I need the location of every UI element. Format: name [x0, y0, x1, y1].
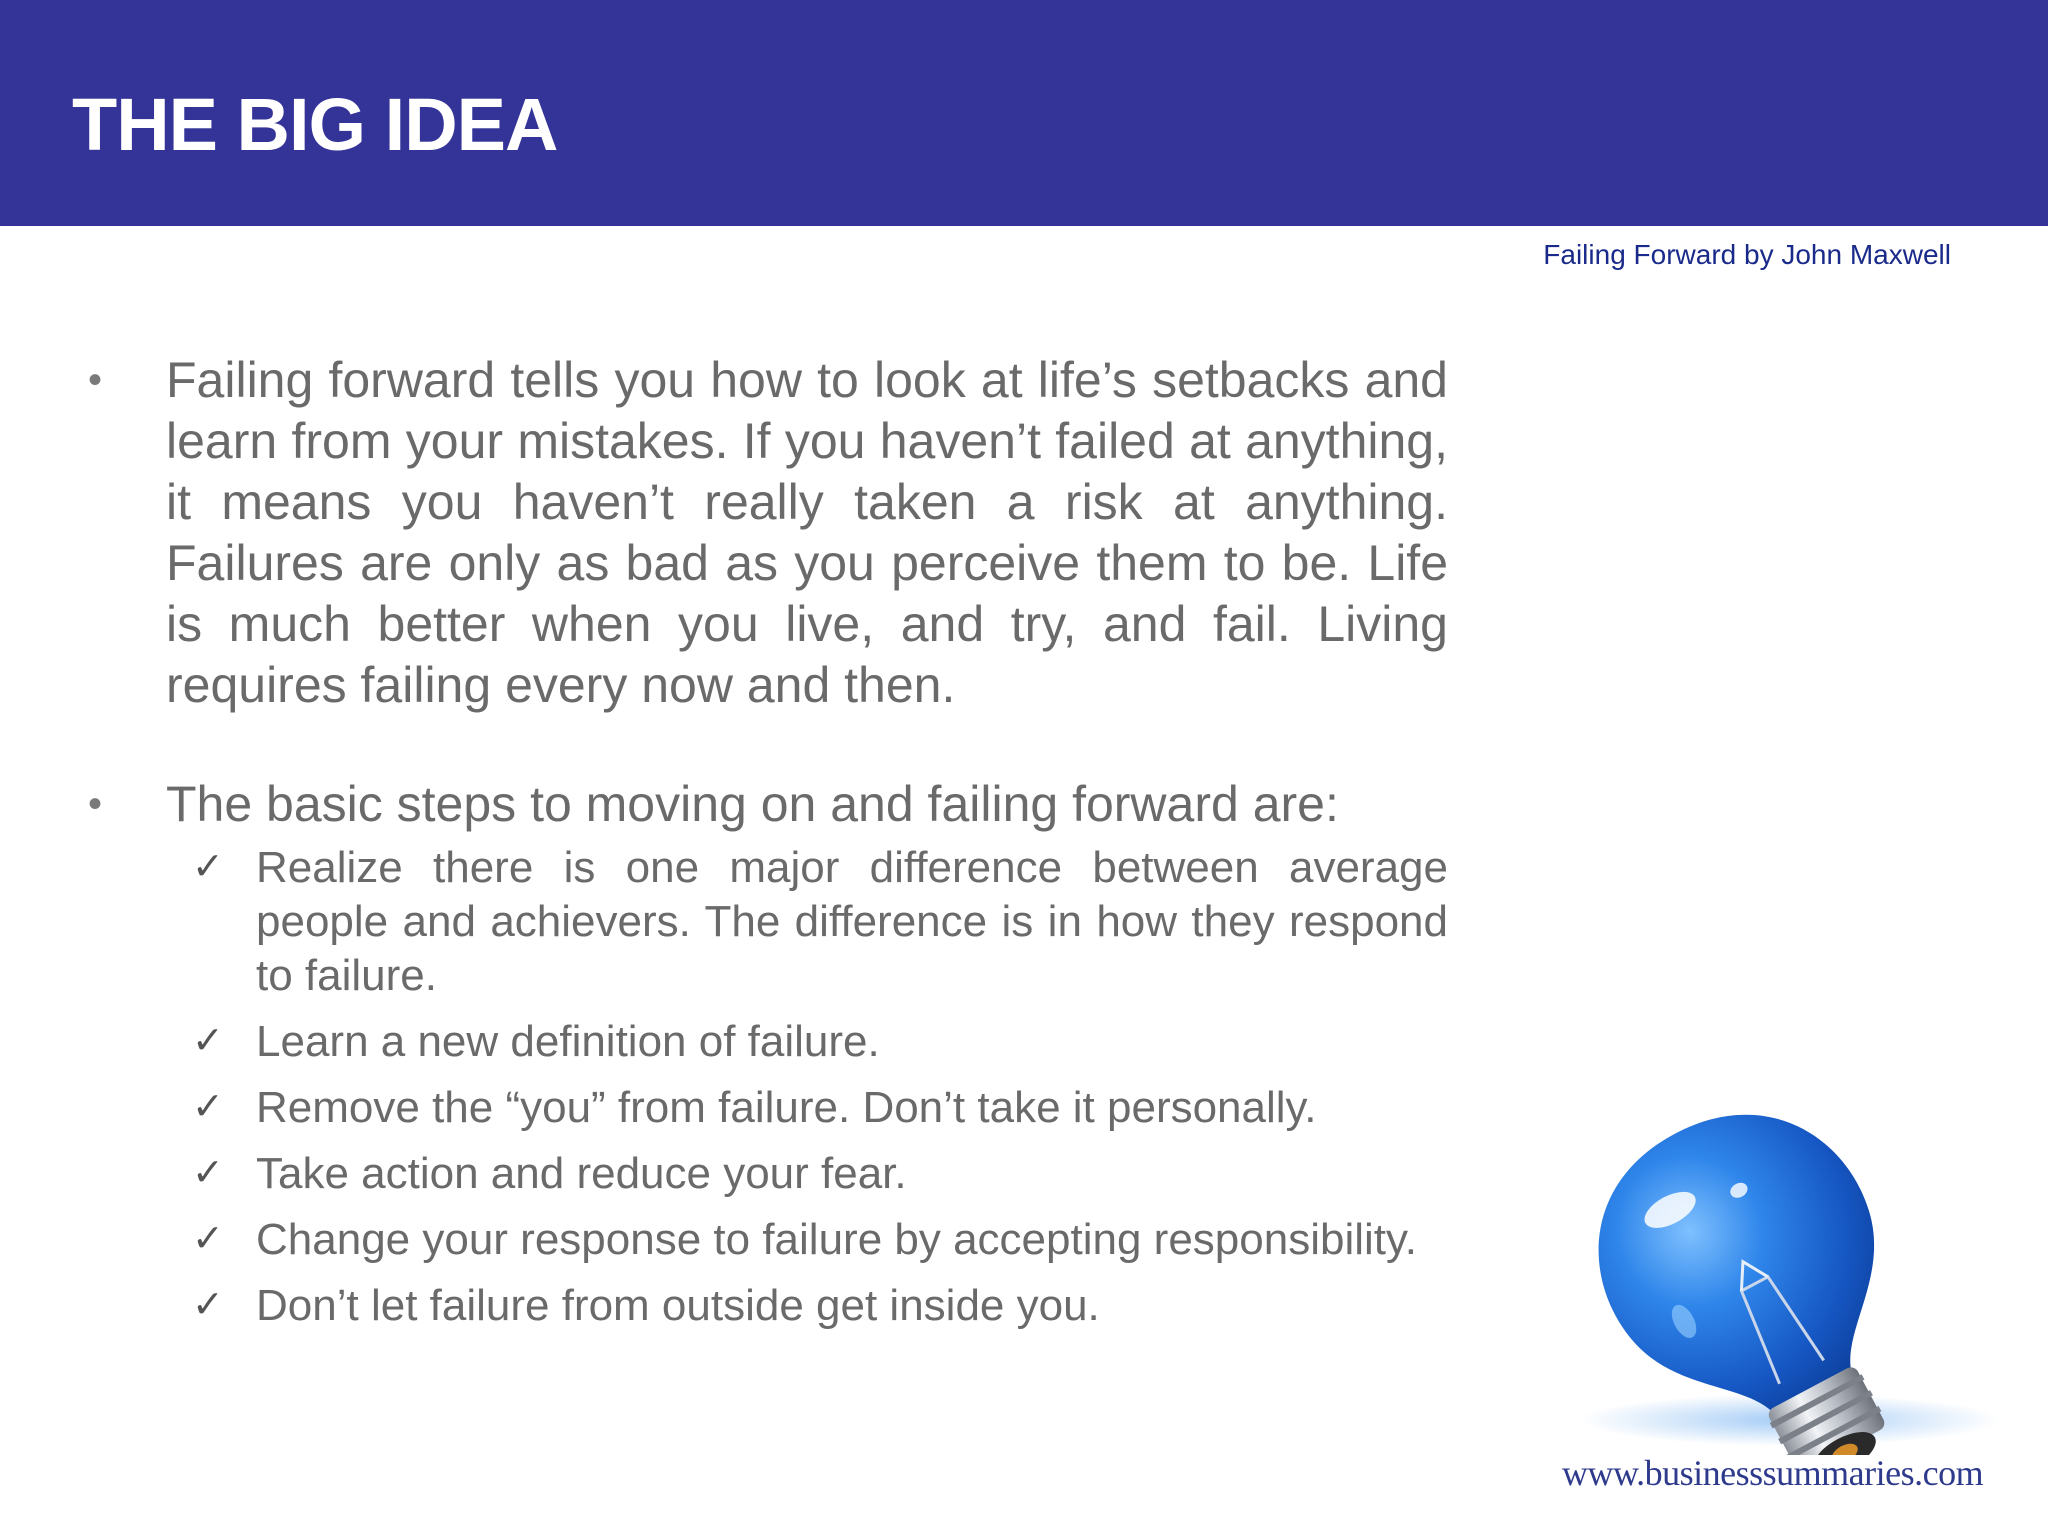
- bullet-text: The basic steps to moving on and failing forward are:: [166, 776, 1339, 832]
- checkmark-icon: ✓: [192, 1084, 224, 1128]
- step-item: [192, 1147, 1448, 1201]
- step-text: Take action and reduce your fear.: [256, 1149, 907, 1198]
- light-bulb-graphic: [1540, 1085, 2010, 1455]
- step-item: [192, 1213, 1448, 1267]
- checkmark-icon: ✓: [192, 1018, 224, 1062]
- step-text: Realize there is one major difference between average people and achievers. The difference is in how they respond to failure.: [256, 843, 1448, 1000]
- checkmark-icon: ✓: [192, 1282, 224, 1326]
- book-credit: Failing Forward by John Maxwell: [1543, 239, 1951, 270]
- checkmark-icon: ✓: [192, 1150, 224, 1194]
- bullet-item: [84, 350, 1448, 716]
- step-text: Don’t let failure from outside get inside you.: [256, 1281, 1100, 1330]
- header-bar: [0, 0, 2048, 226]
- checkmark-icon: ✓: [192, 1216, 224, 1260]
- page-title: THE BIG IDEA: [72, 83, 558, 166]
- bullet-dot-icon: •: [88, 358, 103, 402]
- light-bulb-icon: [1540, 1085, 2010, 1455]
- bullet-dot-icon: •: [88, 782, 103, 826]
- checkmark-icon: ✓: [192, 844, 224, 888]
- main-content: [84, 350, 1448, 1345]
- step-item: [192, 1015, 1448, 1069]
- bullet-text: Failing forward tells you how to look at life’s setbacks and learn from your mistakes. If you haven’t failed at anything, it means you haven’t really taken a risk at anything. Failures are only as bad as you perceive them to be. Life is much better when you live, and try, and fail. Living requires failing every now and then.: [166, 352, 1448, 713]
- website-link[interactable]: www.businesssummaries.com: [1562, 1453, 1984, 1493]
- bullet-item: [84, 774, 1448, 835]
- steps-list: [84, 841, 1448, 1333]
- step-item: [192, 841, 1448, 1003]
- step-item: [192, 1081, 1448, 1135]
- step-item: [192, 1279, 1448, 1333]
- step-text: Remove the “you” from failure. Don’t take it personally.: [256, 1083, 1317, 1132]
- step-text: Learn a new definition of failure.: [256, 1017, 880, 1066]
- step-text: Change your response to failure by accepting responsibility.: [256, 1215, 1417, 1264]
